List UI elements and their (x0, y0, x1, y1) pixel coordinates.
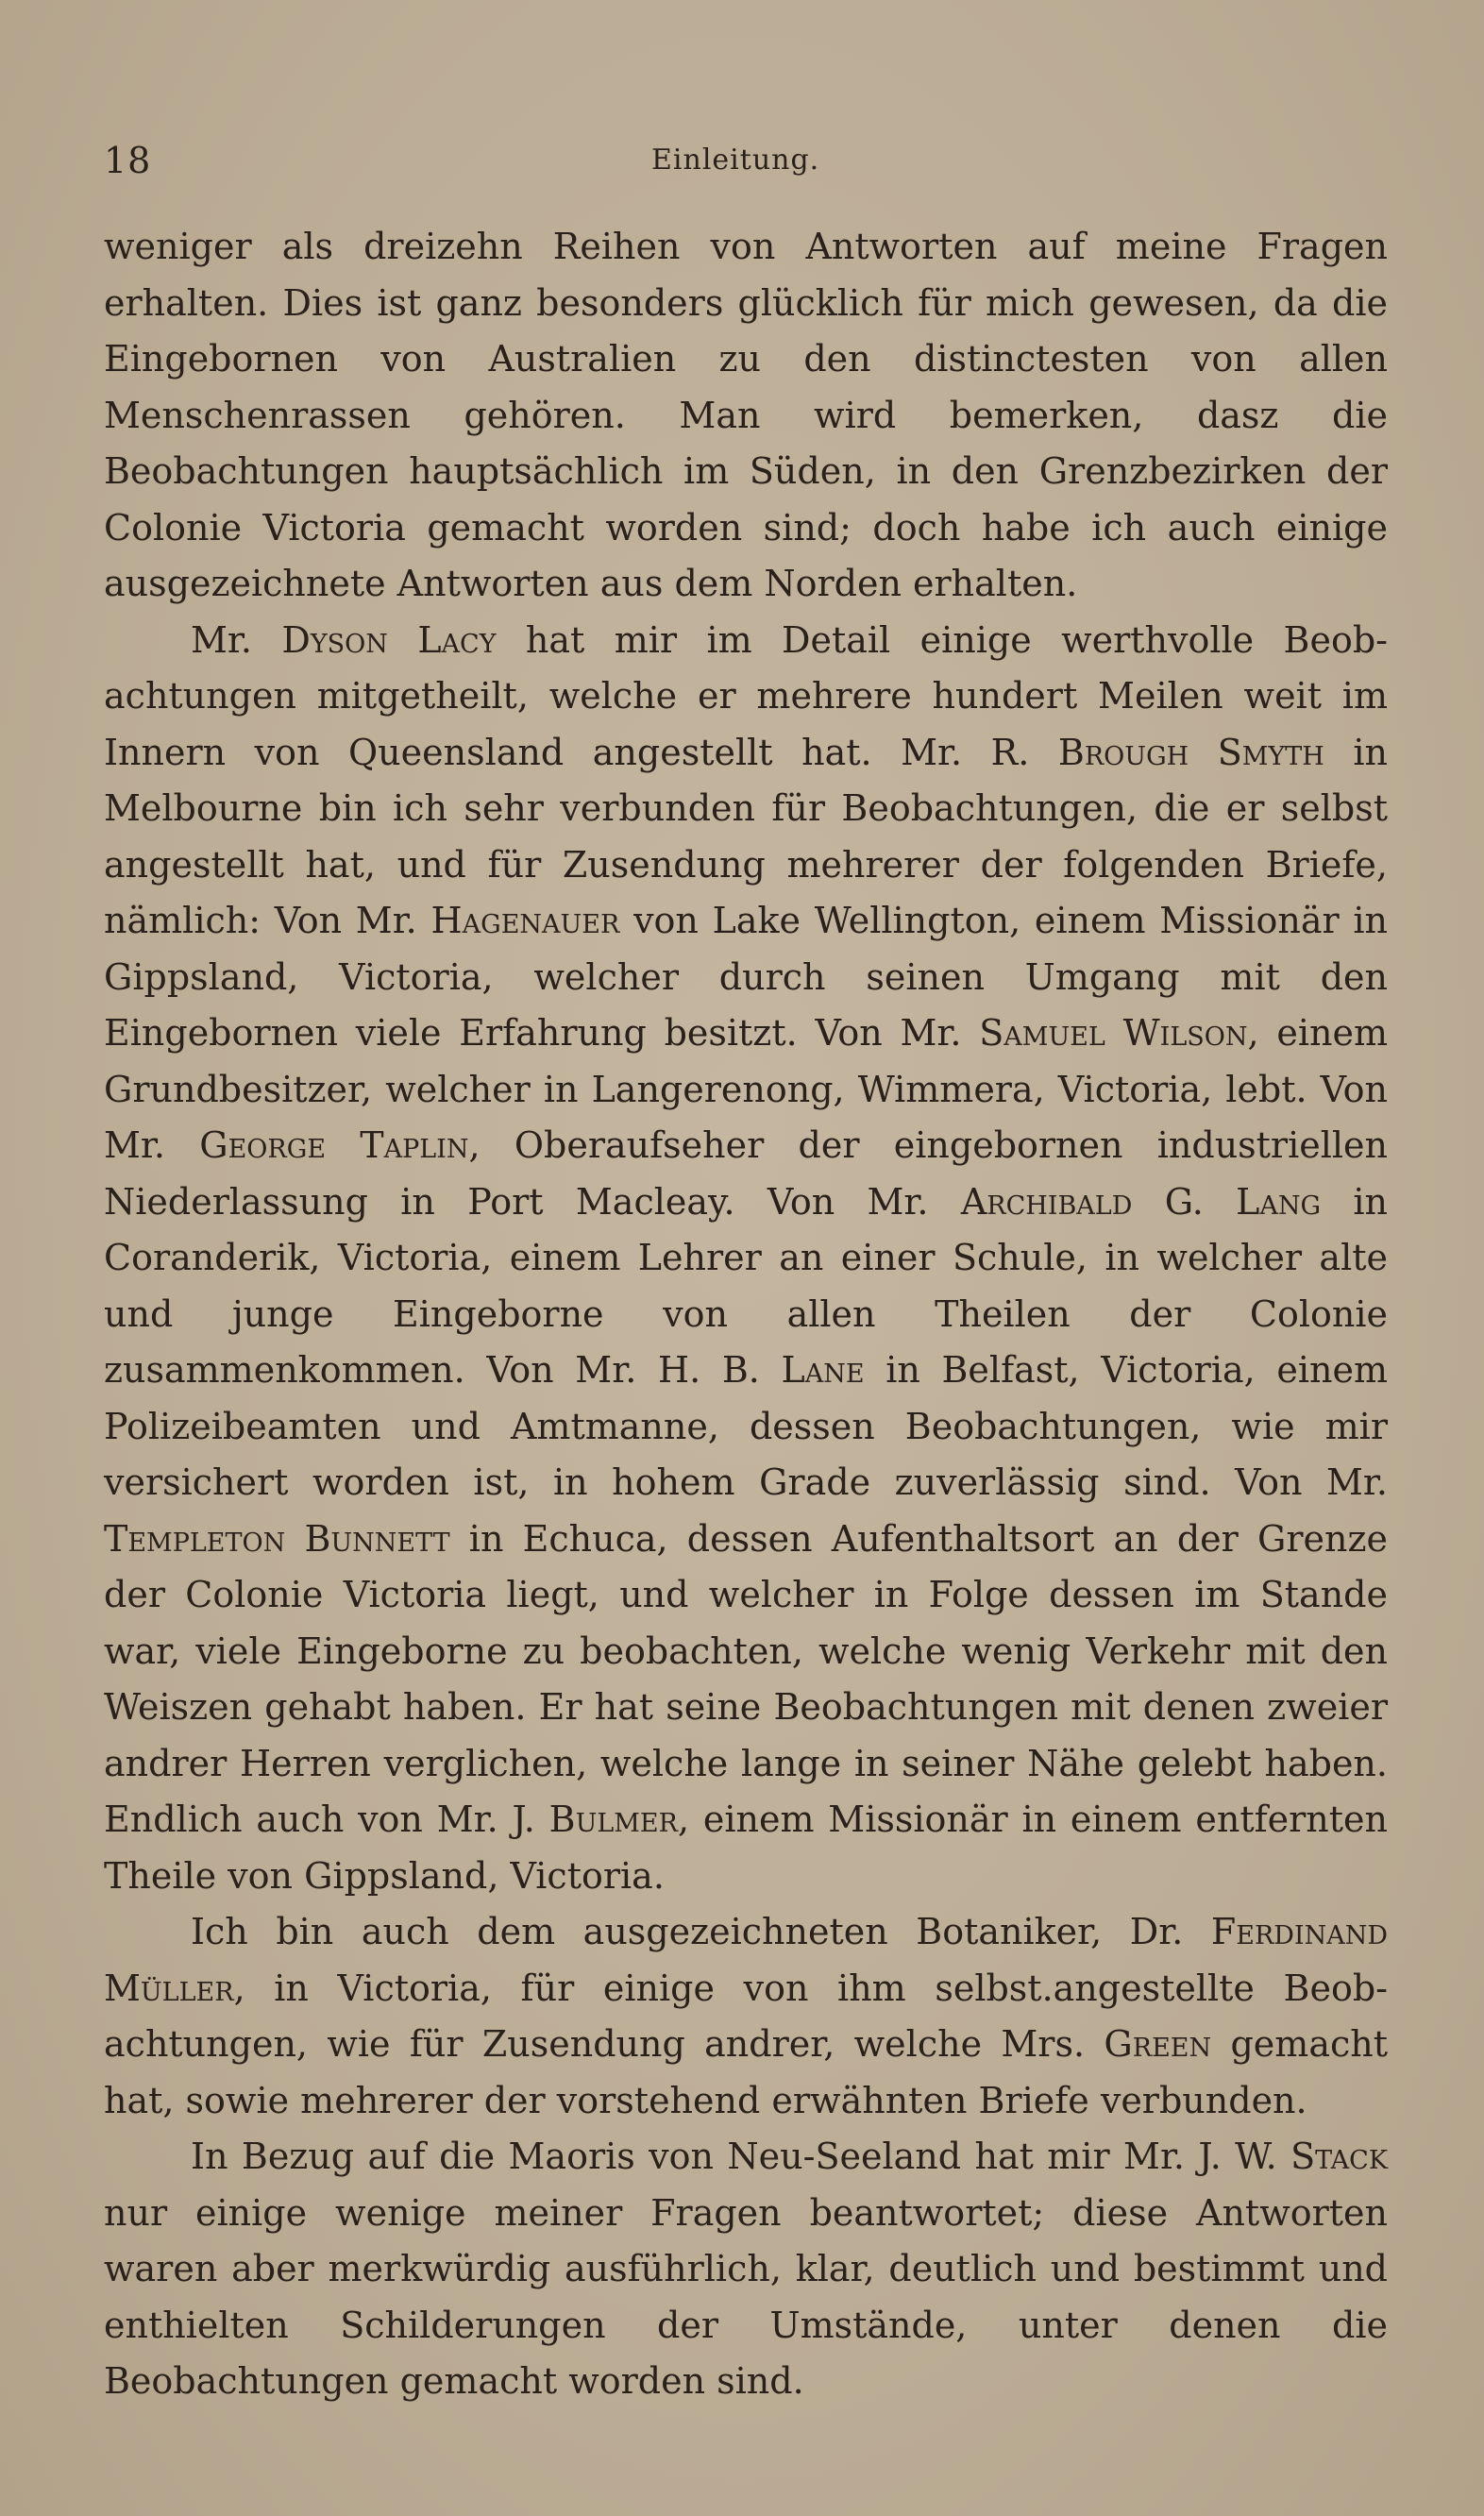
page-number: 18 (104, 140, 152, 181)
person-name: Ferdinand Müller (104, 1911, 1388, 2009)
person-name: Templeton Bunnett (104, 1517, 450, 1560)
person-name: Bulmer (548, 1798, 678, 1840)
paragraph (104, 219, 1388, 613)
text-run: von Lake Wellington, einem Missionär in Gippsland, Victoria, welcher durch seinen Umgang mit den Eingebornen viele Erfahrung besitzt. Von Mr. (104, 900, 1388, 1054)
text-run: , Oberaufseher der eingebornen industriellen Niederlassung in Port Macleay. Von Mr. (104, 1124, 1389, 1223)
person-name: George Taplin (199, 1124, 469, 1166)
page-header (104, 140, 1388, 187)
text-run: hat mir im Detail einige werthvolle Beobachtungen mitgetheilt, welche er mehrere hundert Meilen weit im Innern von Queensland angestellt hat. Mr. R. (104, 618, 1388, 773)
text-run: in Melbourne bin ich sehr verbunden für Beobachtungen, die er selbst angestellt hat, und für Zusendung mehrerer der folgenden Briefe, nämlich: Von Mr. (104, 731, 1388, 941)
person-name: Stack (1290, 2136, 1388, 2177)
text-run: nur einige wenige meiner Fragen beantwortet; diese Antworten waren aber merkwürdig ausführlich, klar, deutlich und bestimmt und enthielten Schilderungen der Umstände, unter denen die Beobachtungen gemacht worden sind. (104, 2191, 1388, 2402)
person-name: Dyson Lacy (281, 618, 497, 661)
paragraph (104, 2129, 1388, 2410)
text-run: weniger als dreizehn Reihen von Antworten auf meine Fragen erhalten. Dies ist ganz besonders glücklich für mich gewesen, da die Eingebornen von Australien zu den distinctesten von allen Menschenrassen gehören. Man wird bemerken, dasz die Beobachtungen hauptsächlich im Süden, in den Grenzbezirken der Colonie Victoria gemacht worden sind; doch habe ich auch einige ausgezeichnete Antworten aus dem Norden erhalten. (104, 226, 1388, 604)
person-name: Green (1104, 2023, 1212, 2065)
person-name: Hagenauer (430, 900, 620, 941)
text-run: , in Victoria, für einige von ihm selbst.angestellte Beobachtungen, wie für Zusendung andrer, welche Mrs. (104, 1967, 1388, 2065)
text-run: , einem Missionär in einem entfernten Theile von Gippsland, Victoria. (104, 1798, 1389, 1897)
person-name: Brough Smyth (1057, 731, 1324, 773)
person-name: Archibald G. Lang (960, 1180, 1322, 1223)
person-name: Lane (781, 1349, 865, 1391)
person-name: Samuel Wilson (979, 1012, 1248, 1054)
text-run: Mr. (191, 618, 282, 661)
text-run: Ich bin auch dem ausgezeichneten Botaniker, Dr. (191, 1911, 1211, 1952)
text-run: , einem Grundbesitzer, welcher in Langerenong, Wimmera, Victoria, lebt. Von Mr. (104, 1012, 1388, 1166)
text-run: gemacht hat, sowie mehrerer der vorstehend erwähnten Briefe verbunden. (104, 2023, 1389, 2121)
text-run: in Echuca, dessen Aufenthaltsort an der Grenze der Colonie Victoria liegt, und welcher in Folge dessen im Stande war, viele Eingeborne zu beobachten, welche wenig Verkehr mit den Weiszen gehabt haben. Er hat seine Beobachtungen mit denen zweier andrer Herren verglichen, welche lange in seiner Nähe gelebt haben. Endlich auch von Mr. J. (104, 1517, 1388, 1840)
text-run: in Belfast, Victoria, einem Polizeibeamten und Amtmanne, dessen Beobachtungen, wie mir versichert worden ist, in hohem Grade zuverlässig sind. Von Mr. (104, 1349, 1388, 1503)
paragraph (104, 1904, 1388, 2129)
text-run: in Coranderik, Victoria, einem Lehrer an einer Schule, in welcher alte und junge Eingeborne von allen Theilen der Colonie zusammenkommen. Von Mr. H. B. (104, 1180, 1388, 1391)
text-run: In Bezug auf die Maoris von Neu-Seeland hat mir Mr. J. W. (191, 2136, 1291, 2177)
paragraph (104, 613, 1388, 1905)
body-text (104, 219, 1388, 2410)
running-head: Einleitung. (651, 144, 820, 177)
